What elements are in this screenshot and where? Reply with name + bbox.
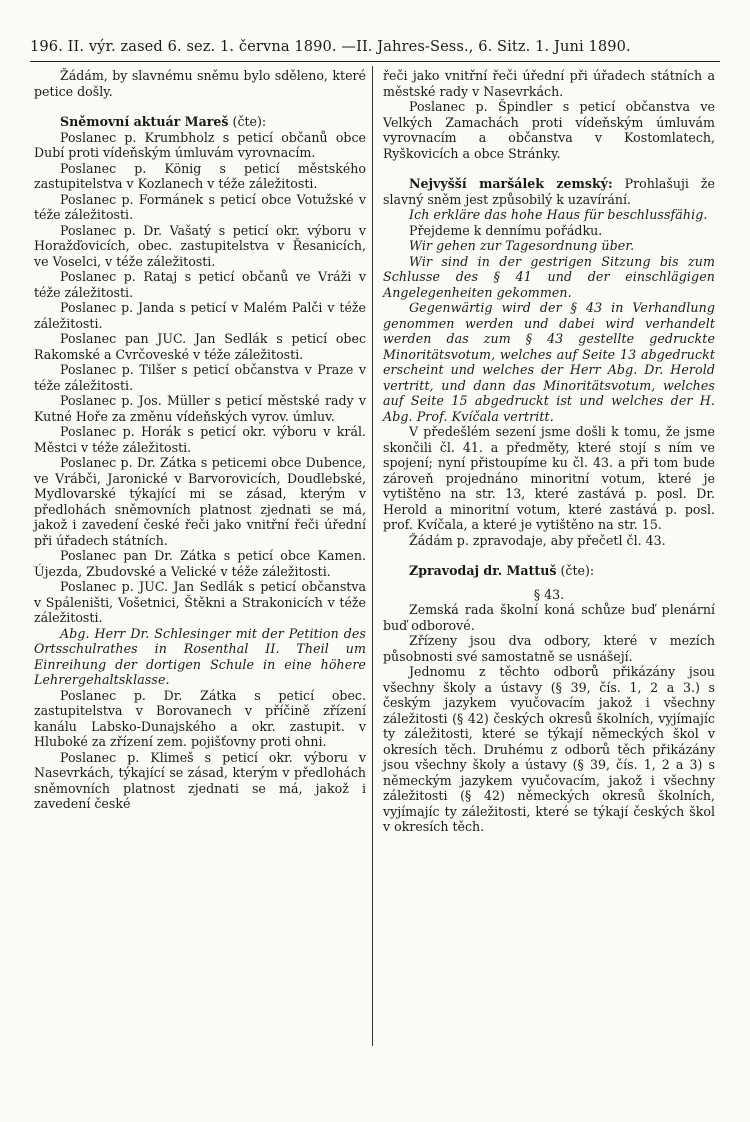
german-paragraph: Abg. Herr Dr. Schlesinger mit der Petition des Ortsschulrathes in Rosenthal II. Theil um Einreihung der dortigen Schule in eine höhere Lehrergehaltsklasse. bbox=[34, 625, 366, 687]
paragraph: řeči jako vnitřní řeči úřední při úřadech státních a městské rady v Nasevrkách. bbox=[383, 68, 715, 99]
speaker-paragraph bbox=[383, 563, 715, 579]
speaker-name: Zpravodaj dr. Mattuš bbox=[409, 563, 557, 578]
speaker-name: Sněmovní aktuár Mareš bbox=[60, 114, 229, 129]
speaker-note: Prohlašuji že slavný sněm jest způsobilý k uzavírání. bbox=[383, 176, 715, 207]
paragraph: Poslanec p. König s peticí městského zastupitelstva v Kozlanech v téže záležitosti. bbox=[34, 160, 366, 191]
paragraph: V předešlém sezení jsme došli k tomu, že jsme skončili čl. 41. a předměty, které stojí s ním ve spojení; nyní přistoupíme ku čl. 43. a při tom bude zároveň projednáno minoritní votum, které je vytištěno na str. 13, které zastává p. posl. Dr. Herold a minoritní votum, které zastává p. posl. prof. Kvíčala, a které je vytištěno na str. 15. bbox=[383, 424, 715, 532]
paragraph: Poslanec p. Dr. Zátka s peticemi obce Dubence, ve Vrábči, Jaronické v Barvorovicích, Doudlebské, Mydlovarské týkající mi se zásad, kterým v předlohách sněmovních platnost zjednati se má, jakož i zavedení české řeči jako vnitřní řeči úřední při úřadech státních. bbox=[34, 455, 366, 548]
paragraph: Poslanec p. Janda s peticí v Malém Palči v téže záležitosti. bbox=[34, 300, 366, 331]
german-paragraph: Wir sind in der gestrigen Sitzung bis zum Schlusse des § 41 und der einschlägigen Angelegenheiten gekommen. bbox=[383, 253, 715, 300]
paragraph: Poslanec p. JUC. Jan Sedlák s peticí občanstva v Spáleništi, Vošetnici, Štěkni a Strakonicích v téže záležitosti. bbox=[34, 579, 366, 625]
speaker-paragraph bbox=[34, 114, 366, 130]
german-paragraph: Gegenwärtig wird der § 43 in Verhandlung genommen werden und dabei wird verhandelt werden das zum § 43 gestellte gedruckte Minoritätsvotum, welches auf Seite 13 abgedruckt erscheint und welches der Herr Abg. Dr. Herold vertritt, und dann das Minoritätsvotum, welches auf Seite 15 abgedruckt ist und welches der H. Abg. Prof. Kvíčala vertritt. bbox=[383, 300, 715, 424]
paragraph: Poslanec p. Krumbholz s peticí občanů obce Dubí proti vídeňským úmluvám vyrovnacím. bbox=[34, 129, 366, 160]
speaker-paragraph bbox=[383, 176, 715, 207]
speaker-note: (čte): bbox=[560, 563, 595, 578]
paragraph: Přejdeme k dennímu pořádku. bbox=[409, 222, 603, 238]
speaker-name: Nejvyšší maršálek zemský: bbox=[409, 176, 613, 191]
paragraph: Poslanec p. Jos. Müller s peticí městské rady v Kutné Hoře za změnu vídeňských vyrov. úmluv. bbox=[34, 393, 366, 424]
paragraph: Jednomu z těchto odborů přikázány jsou všechny školy a ústavy (§ 39, čís. 1, 2 a 3.) s českým jazykem vyučovacím jakož i všechny záležitosti (§ 42) českých okresů školních, vyjímajíc ty záležitosti, které se týkají německých škol v okresích těch. Druhému z odborů těch přikázány jsou všechny školy a ústavy (§ 39, čís. 1, 2 a 3) s německým jazykem vyučovacím, jakož i všechny záležitosti (§ 42) německých okresů školních, vyjímajíc ty záležitosti, které se týkají českých škol v okresích těch. bbox=[383, 664, 715, 834]
header-rule bbox=[30, 61, 720, 62]
paragraph: Poslanec p. Rataj s peticí občanů ve Vráži v téže záležitosti. bbox=[34, 269, 366, 300]
paragraph: Poslanec p. Formánek s peticí obce Votužské v téže záležitosti. bbox=[34, 191, 366, 222]
paragraph: Poslanec p. Dr. Zátka s peticí obec. zastupitelstva v Borovanech v příčině zřízení kanálu Labsko-Dunajského a okr. zastupit. v Hluboké za zřízení zem. pojišťovny proti ohni. bbox=[34, 687, 366, 749]
paragraph: Poslanec p. Špindler s peticí občanstva ve Velkých Zamachách proti vídeňským úmluvám vyrovnacím a občanstva v Kostomlatech, Ryškovicích a obce Stránky. bbox=[383, 99, 715, 161]
column-divider bbox=[372, 66, 373, 1046]
paragraph: Žádám p. zpravodaje, aby přečetl čl. 43. bbox=[409, 532, 666, 548]
german-paragraph: Wir gehen zur Tagesordnung über. bbox=[409, 238, 635, 253]
paragraph: Žádám, by slavnému sněmu bylo sděleno, které petice došly. bbox=[34, 68, 366, 99]
paragraph: Zemská rada školní koná schůze buď plenární buď odborové. bbox=[383, 602, 715, 633]
speaker-note: (čte): bbox=[232, 114, 267, 129]
paragraph: Poslanec pan Dr. Zátka s peticí obce Kamen. Újezda, Zbudovské a Velické v téže záležitosti. bbox=[34, 548, 366, 579]
paragraph: Poslanec p. Dr. Vašatý s peticí okr. výboru v Horažďovicích, obec. zastupitelstva v Řesanicích, ve Voselci, v téže záležitosti. bbox=[34, 222, 366, 269]
german-paragraph: Ich erkläre das hohe Haus für beschlussfähig. bbox=[409, 207, 708, 222]
right-column bbox=[383, 68, 715, 835]
paragraph: Poslanec p. Horák s peticí okr. výboru v král. Městci v téže záležitosti. bbox=[34, 424, 366, 455]
paragraph: Poslanec p. Klimeš s peticí okr. výboru v Nasevrkách, týkající se zásad, kterým v předlohách sněmovních platnost zjednati se má, jakož i zavedení české bbox=[34, 749, 366, 811]
section-heading: § 43. bbox=[533, 586, 565, 602]
paragraph: Poslanec p. Tilšer s peticí občanstva v Praze v téže záležitosti. bbox=[34, 362, 366, 393]
page-header: 196. II. výr. zased 6. sez. 1. června 1890. —II. Jahres-Sess., 6. Sitz. 1. Juni 1890. bbox=[30, 38, 631, 55]
paragraph: Poslanec pan JUC. Jan Sedlák s peticí obec Rakomské a Cvrčoveské v téže záležitosti. bbox=[34, 331, 366, 362]
paragraph: Zřízeny jsou dva odbory, které v mezích působnosti své samostatně se usnášejí. bbox=[383, 633, 715, 664]
left-column bbox=[34, 68, 366, 812]
